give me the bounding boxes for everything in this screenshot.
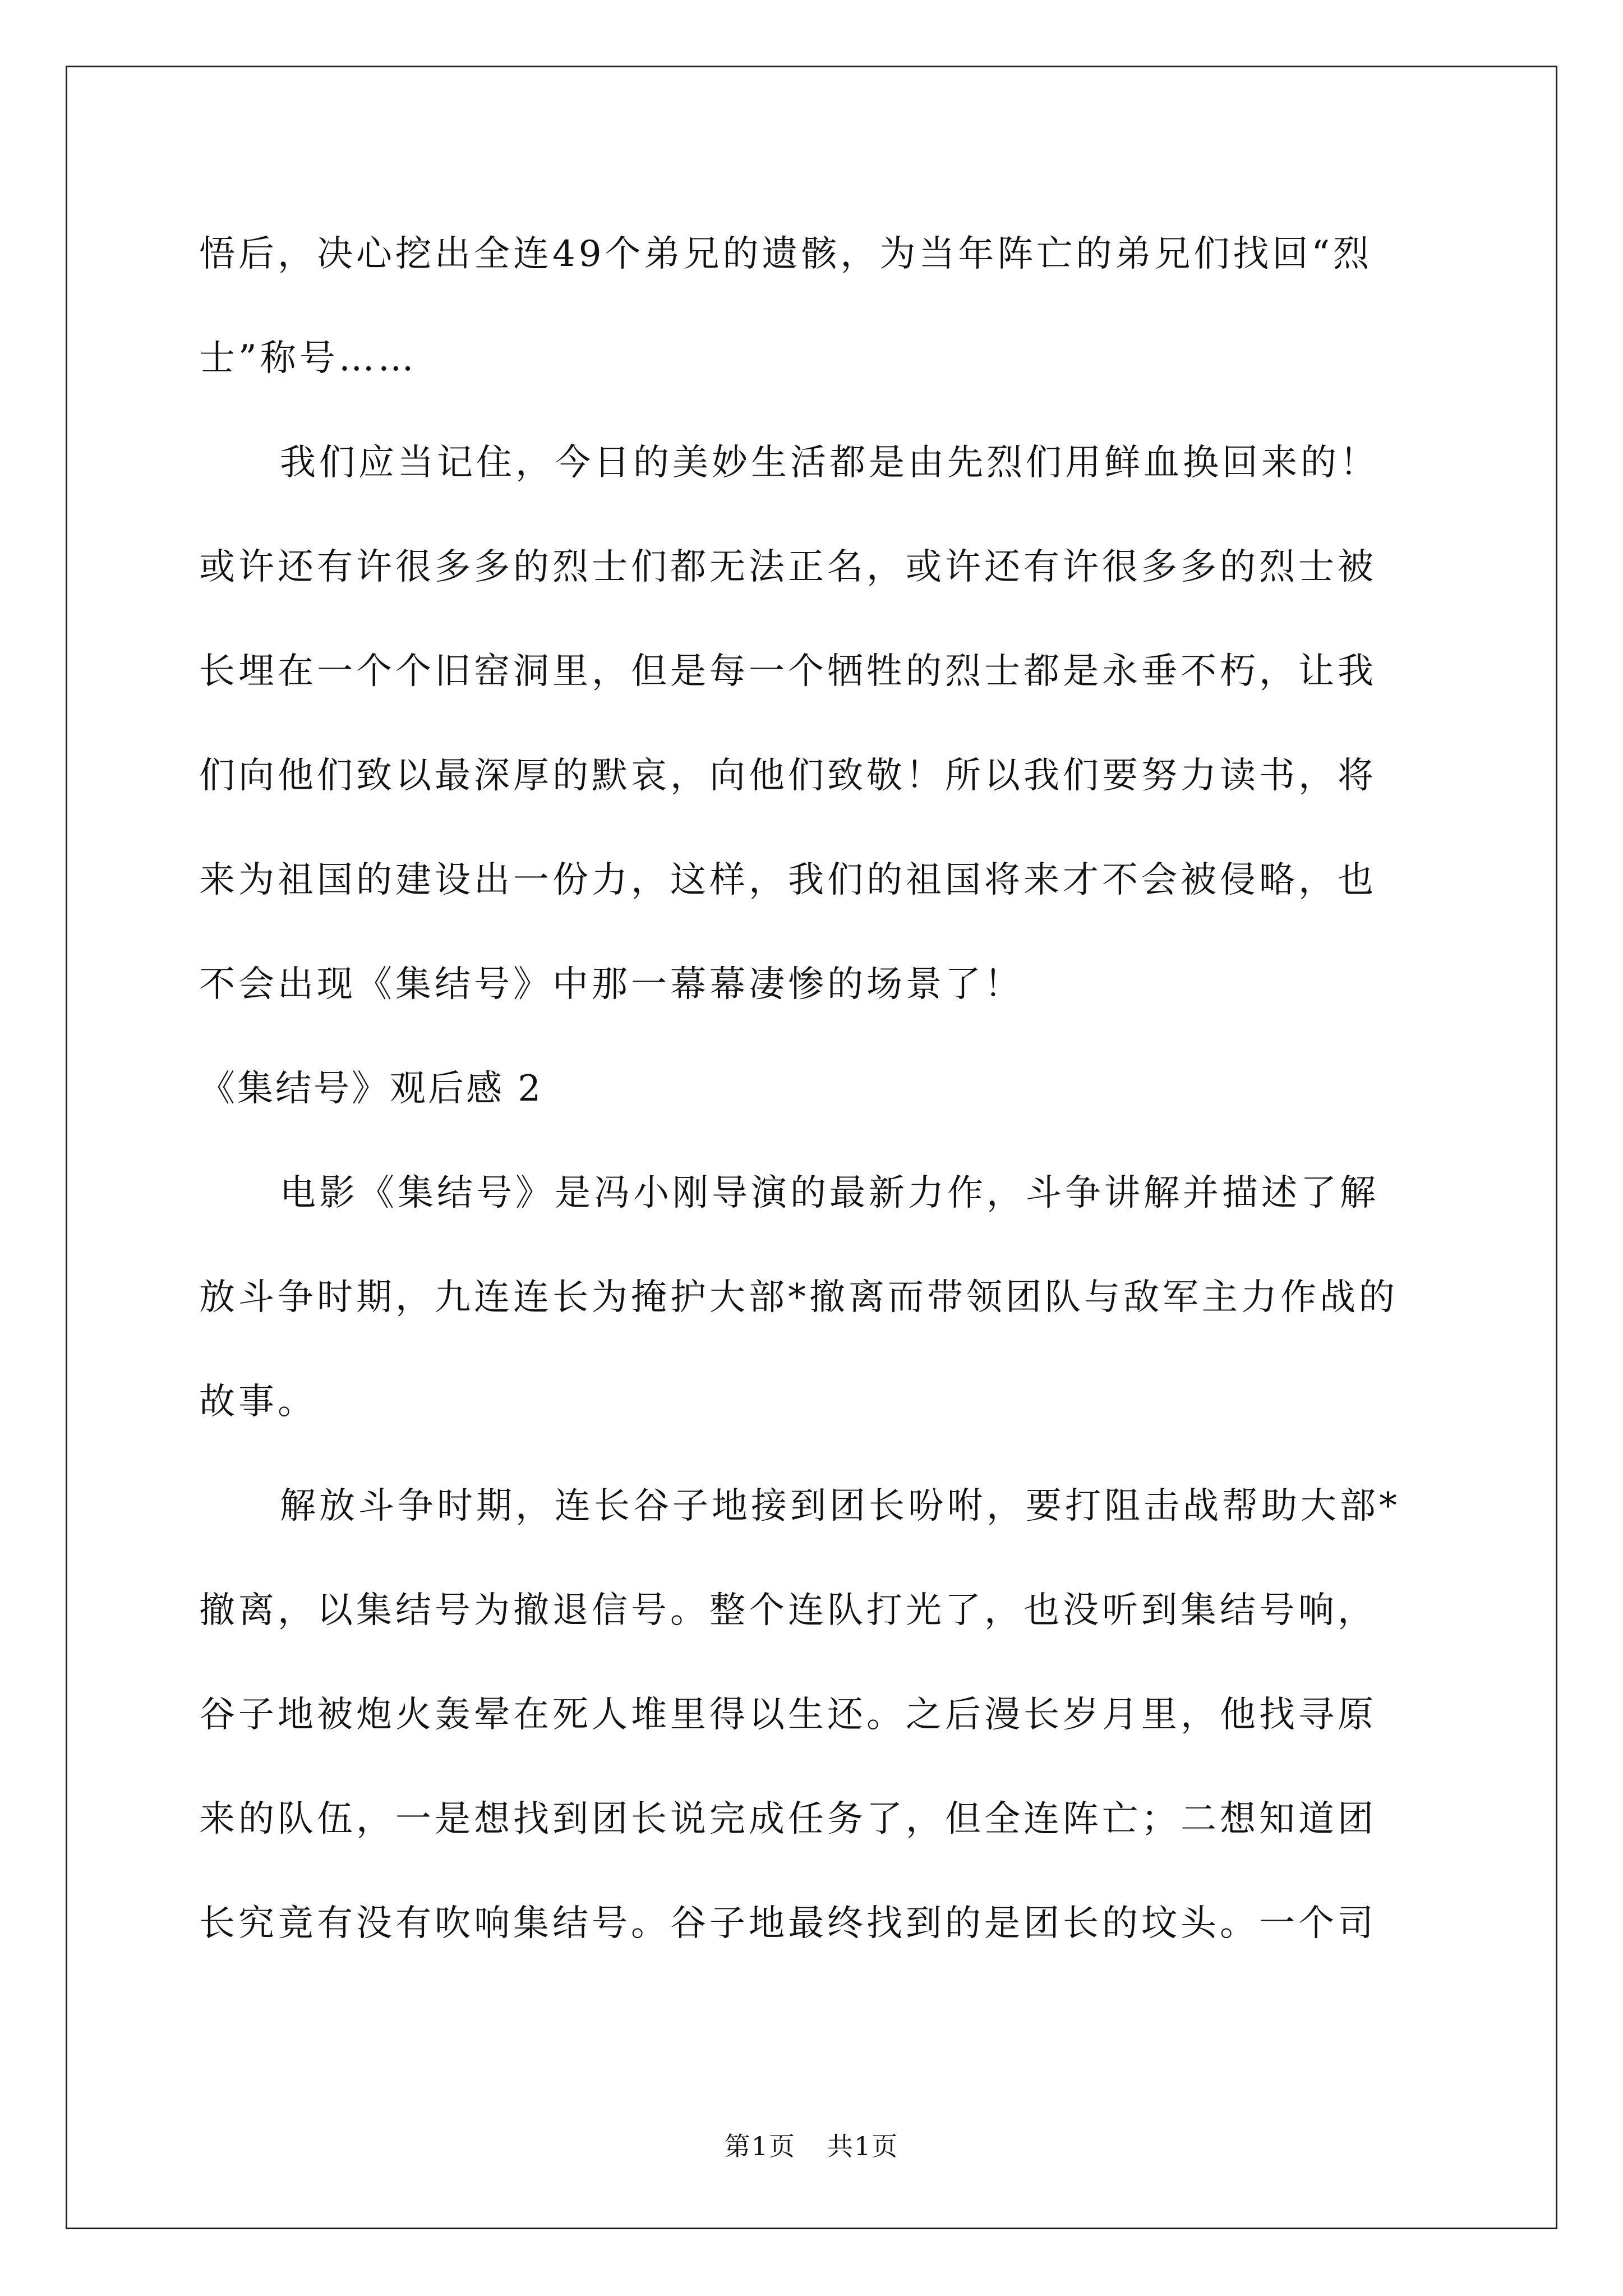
text-line: 们向他们致以最深厚的默哀，向他们致敬！所以我们要努力读书，将 (199, 755, 1377, 797)
text-line: 来为祖国的建设出一份力，这样，我们的祖国将来才不会被侵略，也 (199, 859, 1377, 901)
text-line: 放斗争时期，九连连长为掩护大部*撤离而带领团队与敌军主力作战的 (199, 1277, 1398, 1318)
text-line: 悟后，决心挖出全连49个弟兄的遗骸，为当年阵亡的弟兄们找回“烈 (199, 233, 1373, 275)
text-line: 撤离，以集结号为撤退信号。整个连队打光了，也没听到集结号响， (199, 1590, 1377, 1631)
text-line: 不会出现《集结号》中那一幕幕凄惨的场景了！ (199, 964, 1023, 1005)
text-line: 士”称号…… (199, 338, 417, 379)
text-line: 长究竟有没有吹响集结号。谷子地最终找到的是团长的坟头。一个司 (199, 1903, 1377, 1944)
text-line: 或许还有许很多多的烈士们都无法正名，或许还有许很多多的烈士被 (199, 546, 1377, 588)
paragraph-start: 我们应当记住，今日的美妙生活都是由先烈们用鲜血换回来的！ (280, 442, 1379, 484)
document-body (199, 202, 1422, 1976)
page-footer (0, 2126, 1623, 2163)
section-heading: 《集结号》观后感 2 (199, 1068, 543, 1110)
page-number: 第1页 (724, 2131, 796, 2161)
page-total: 共1页 (827, 2131, 899, 2161)
text-line: 谷子地被炮火轰晕在死人堆里得以生还。之后漫长岁月里，他找寻原 (199, 1694, 1377, 1736)
text-line: 故事。 (199, 1381, 317, 1423)
paragraph-start: 电影《集结号》是冯小刚导演的最新力作，斗争讲解并描述了解 (280, 1172, 1379, 1214)
paragraph-start: 解放斗争时期，连长谷子地接到团长吩咐，要打阻击战帮助大部* (280, 1485, 1400, 1527)
text-line: 来的队伍，一是想找到团长说完成任务了，但全连阵亡；二想知道团 (199, 1798, 1377, 1840)
text-line: 长埋在一个个旧窑洞里，但是每一个牺牲的烈士都是永垂不朽，让我 (199, 651, 1377, 692)
